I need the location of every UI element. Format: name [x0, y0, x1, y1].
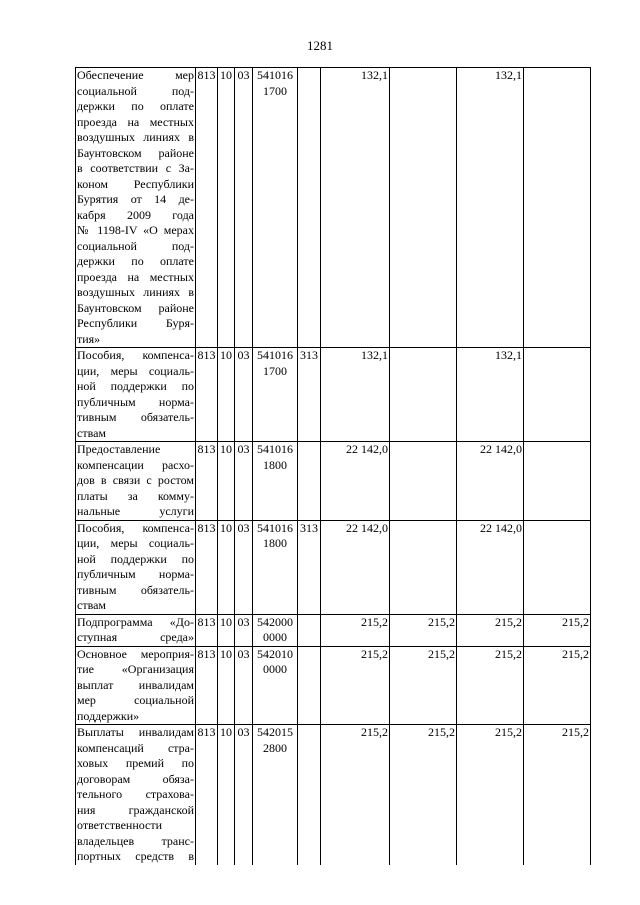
description-line: ответственности [77, 818, 163, 832]
ministry-code: 813 [196, 725, 218, 865]
code-part: 542015 [257, 725, 293, 739]
expense-type-code: 313 [298, 348, 321, 442]
description-line: Основное мероприя- [77, 646, 194, 661]
budget-table [75, 67, 591, 865]
description-line: проезда на местных [77, 114, 194, 129]
row-description [76, 646, 196, 725]
ministry-code: 813 [196, 442, 218, 521]
subsection-code: 03 [235, 348, 253, 442]
row-description [76, 68, 196, 348]
amount-cell [524, 442, 591, 521]
ministry-code: 813 [196, 520, 218, 614]
amount-cell [390, 348, 457, 442]
ministry-code: 813 [196, 646, 218, 725]
description-line: ствам [77, 598, 106, 612]
expense-type-code [298, 68, 321, 348]
description-line: держки по оплате [77, 99, 194, 113]
description-line: компенсаций стра- [77, 740, 194, 755]
description-line: ной поддержки по [77, 551, 194, 566]
description-line: тие «Организация [77, 662, 194, 676]
description-line: тельного страхова- [77, 787, 194, 801]
code-part: 541016 [257, 520, 293, 535]
amount-cell: 215,2 [321, 614, 390, 646]
description-line: владельцев транс- [77, 833, 194, 848]
description-line: ции, меры социаль- [77, 536, 194, 550]
amount-cell: 215,2 [457, 725, 524, 865]
amount-cell [390, 520, 457, 614]
expense-type-code [298, 725, 321, 865]
description-line: социальной под- [77, 238, 194, 253]
amount-cell: 215,2 [390, 646, 457, 725]
amount-cell: 215,2 [390, 725, 457, 865]
description-line: воздушных линиях в [77, 130, 194, 144]
amount-cell: 22 142,0 [321, 520, 390, 614]
table-row [76, 348, 591, 442]
description-line: ции, меры социаль- [77, 363, 194, 378]
section-code: 10 [218, 646, 235, 725]
description-line: платы за комму- [77, 488, 194, 503]
description-line: портных средств в [77, 849, 194, 863]
amount-cell [524, 68, 591, 348]
section-code: 10 [218, 614, 235, 646]
target-article-code [253, 68, 298, 348]
code-part: 1700 [263, 363, 287, 378]
target-article-code [253, 520, 298, 614]
amount-cell [524, 520, 591, 614]
row-description [76, 442, 196, 521]
target-article-code [253, 348, 298, 442]
description-line: нальные услуги [77, 504, 194, 518]
expense-type-code: 313 [298, 520, 321, 614]
code-part: 1800 [263, 457, 287, 472]
code-part: 541016 [257, 442, 293, 456]
section-code: 10 [218, 442, 235, 521]
amount-cell: 132,1 [321, 68, 390, 348]
page-number: 1281 [307, 38, 333, 53]
amount-cell [390, 442, 457, 521]
amount-cell: 132,1 [321, 348, 390, 442]
amount-cell: 132,1 [457, 348, 524, 442]
subsection-code: 03 [235, 442, 253, 521]
code-part: 0000 [263, 662, 287, 676]
description-line: Обеспечение мер [77, 68, 194, 82]
description-line: ной поддержки по [77, 379, 194, 393]
expense-type-code [298, 442, 321, 521]
description-line: тия» [77, 331, 101, 346]
table-row [76, 68, 591, 348]
target-article-code [253, 646, 298, 725]
ministry-code: 813 [196, 68, 218, 348]
code-part: 1800 [263, 536, 287, 550]
table-row [76, 646, 591, 725]
section-code: 10 [218, 725, 235, 865]
expense-type-code [298, 646, 321, 725]
table-row [76, 442, 591, 521]
row-description [76, 725, 196, 865]
description-line: Пособия, компенса- [77, 520, 194, 535]
description-line: ступная среда» [77, 630, 194, 644]
amount-cell: 22 142,0 [321, 442, 390, 521]
description-line: ствам [77, 425, 106, 440]
amount-cell: 215,2 [524, 725, 591, 865]
table-row [76, 725, 591, 865]
description-line: Республики Буря- [77, 316, 194, 330]
amount-cell [524, 348, 591, 442]
description-line: коном Республики [77, 176, 194, 191]
subsection-code: 03 [235, 646, 253, 725]
description-line: социальной под- [77, 83, 194, 98]
subsection-code: 03 [235, 520, 253, 614]
description-line: держки по оплате [77, 254, 194, 268]
description-line: выплат инвалидам [77, 677, 194, 692]
description-line: Баунтовском районе [77, 145, 194, 160]
amount-cell [390, 68, 457, 348]
amount-cell: 215,2 [457, 646, 524, 725]
target-article-code [253, 442, 298, 521]
code-part: 2800 [263, 740, 287, 755]
description-line: кабря 2009 года [77, 207, 194, 222]
target-article-code [253, 614, 298, 646]
amount-cell: 215,2 [524, 646, 591, 725]
subsection-code: 03 [235, 614, 253, 646]
description-line: проезда на местных [77, 269, 194, 284]
description-line: в соответствии с За- [77, 161, 194, 175]
row-description [76, 520, 196, 614]
subsection-code: 03 [235, 725, 253, 865]
amount-cell: 215,2 [457, 614, 524, 646]
amount-cell: 132,1 [457, 68, 524, 348]
description-line: ния гражданской [77, 802, 194, 817]
description-line: поддержки» [77, 708, 140, 723]
code-part: 1700 [263, 83, 287, 98]
ministry-code: 813 [196, 614, 218, 646]
amount-cell: 215,2 [524, 614, 591, 646]
ministry-code: 813 [196, 348, 218, 442]
description-line: № 1198-IV «О мерах [77, 223, 194, 237]
description-line: Пособия, компенса- [77, 348, 194, 362]
table-row [76, 614, 591, 646]
description-line: тивным обязатель- [77, 410, 194, 424]
table-body [76, 68, 591, 865]
description-line: компенсации расхо- [77, 457, 194, 472]
description-line: воздушных линиях в [77, 285, 194, 299]
code-part: 541016 [257, 348, 293, 362]
amount-cell: 215,2 [321, 646, 390, 725]
description-line: дов в связи с ростом [77, 473, 194, 487]
subsection-code: 03 [235, 68, 253, 348]
code-part: 0000 [263, 630, 287, 644]
amount-cell: 215,2 [390, 614, 457, 646]
amount-cell: 22 142,0 [457, 520, 524, 614]
description-line: договорам обяза- [77, 771, 194, 786]
description-line: Бурятия от 14 де- [77, 192, 194, 206]
target-article-code [253, 725, 298, 865]
code-part: 542000 [257, 614, 293, 629]
description-line: Баунтовском районе [77, 300, 194, 315]
amount-cell: 215,2 [321, 725, 390, 865]
description-line: Выплаты инвалидам [77, 725, 194, 739]
table-row [76, 520, 591, 614]
description-line: Подпрограмма «До- [77, 614, 194, 629]
description-line: тивным обязатель- [77, 582, 194, 597]
description-line: ховых премий по [77, 756, 194, 770]
code-part: 542010 [257, 646, 293, 661]
section-code: 10 [218, 68, 235, 348]
description-line: мер социальной [77, 693, 194, 707]
description-line: публичным норма- [77, 567, 194, 581]
section-code: 10 [218, 520, 235, 614]
row-description [76, 348, 196, 442]
section-code: 10 [218, 348, 235, 442]
code-part: 541016 [257, 68, 293, 82]
expense-type-code [298, 614, 321, 646]
description-line: публичным норма- [77, 394, 194, 409]
row-description [76, 614, 196, 646]
description-line: Предоставление [77, 442, 161, 456]
amount-cell: 22 142,0 [457, 442, 524, 521]
